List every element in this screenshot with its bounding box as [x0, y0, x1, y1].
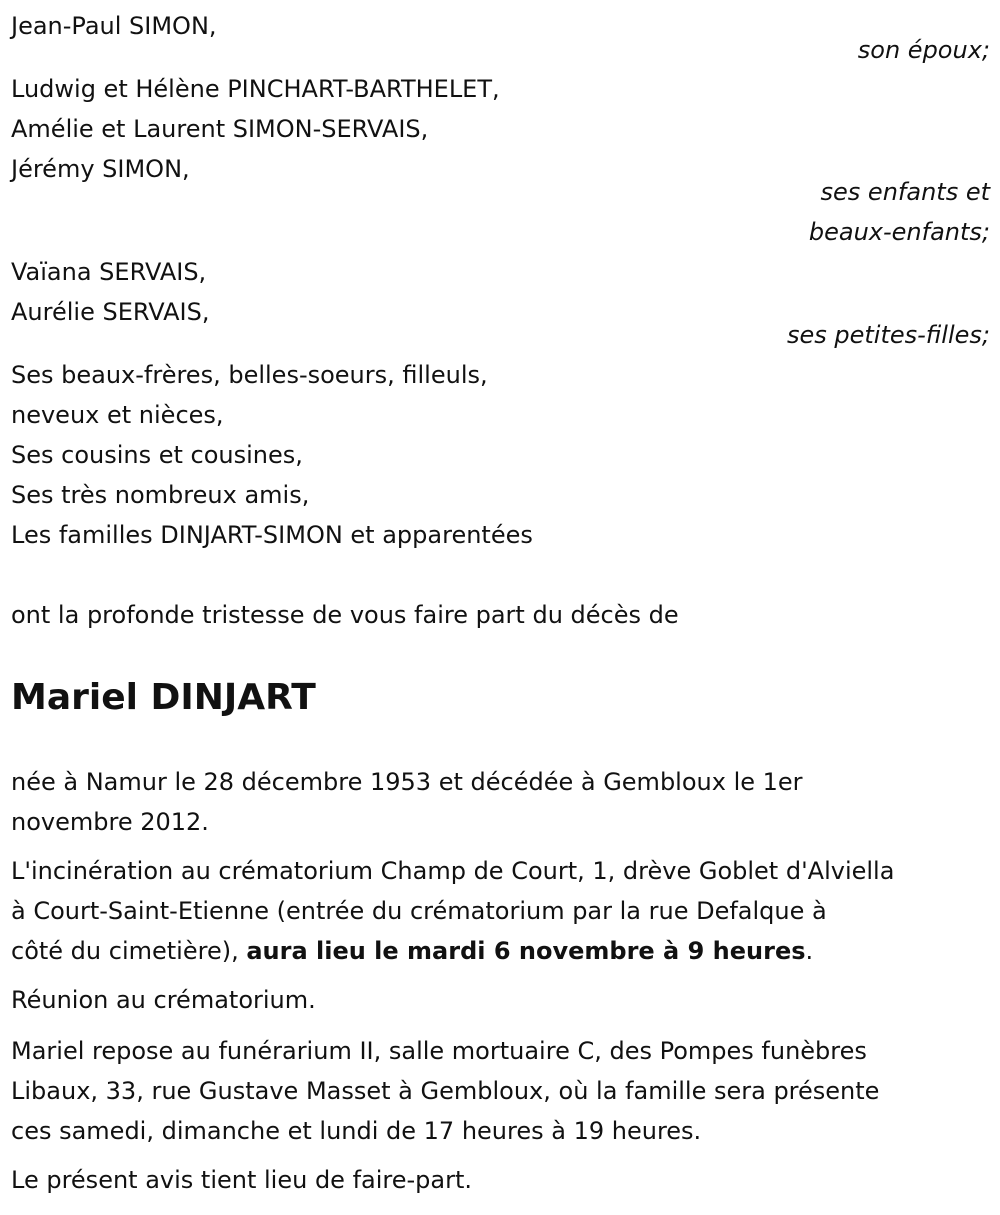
children-role-line-2: beaux-enfants; — [808, 218, 990, 246]
birth-death-paragraph — [11, 762, 996, 842]
rest-paragraph — [11, 1031, 996, 1151]
cremation-line: L'incinération au crématorium Champ de Court, 1, drève Goblet d'Alviella — [11, 857, 895, 885]
spouse-name: Jean-Paul SIMON, — [11, 12, 217, 40]
birth-death-line: née à Namur le 28 décembre 1953 et décédée à Gembloux le 1er — [11, 768, 803, 796]
grandchild-name: Aurélie SERVAIS, — [11, 298, 210, 326]
announcement-text: ont la profonde tristesse de vous faire part du décès de — [11, 601, 679, 629]
cremation-location-text: côté du cimetière), — [11, 937, 247, 965]
child-name: Amélie et Laurent SIMON-SERVAIS, — [11, 115, 429, 143]
cremation-paragraph — [11, 851, 996, 971]
relatives-line: neveux et nièces, — [11, 401, 224, 429]
rest-line: Mariel repose au funérarium II, salle mortuaire C, des Pompes funèbres — [11, 1037, 867, 1065]
rest-line: ces samedi, dimanche et lundi de 17 heures à 19 heures. — [11, 1117, 702, 1145]
spouse-role: son époux; — [857, 36, 990, 64]
cremation-period: . — [805, 937, 814, 965]
birth-death-line: novembre 2012. — [11, 808, 209, 836]
meeting-text: Réunion au crématorium. — [11, 986, 316, 1014]
other-relatives-block — [11, 355, 991, 555]
deceased-name: Mariel DINJART — [11, 677, 316, 718]
spouse-block — [11, 6, 991, 46]
grandchild-name: Vaïana SERVAIS, — [11, 258, 207, 286]
children-role-line-1: ses enfants et — [820, 178, 990, 206]
cremation-date-text: aura lieu le mardi 6 novembre à 9 heures — [246, 937, 806, 965]
relatives-line: Les familles DINJART-SIMON et apparentées — [11, 521, 533, 549]
rest-line: Libaux, 33, rue Gustave Masset à Gembloux, où la famille sera présente — [11, 1077, 880, 1105]
relatives-line: Ses beaux-frères, belles-soeurs, filleuls, — [11, 361, 488, 389]
child-name: Jérémy SIMON, — [11, 155, 190, 183]
closing-text: Le présent avis tient lieu de faire-part. — [11, 1166, 473, 1194]
child-name: Ludwig et Hélène PINCHART-BARTHELET, — [11, 75, 500, 103]
children-block — [11, 69, 991, 189]
relatives-line: Ses très nombreux amis, — [11, 481, 310, 509]
cremation-line: à Court-Saint-Etienne (entrée du crématorium par la rue Defalque à — [11, 897, 827, 925]
relatives-line: Ses cousins et cousines, — [11, 441, 303, 469]
grandchildren-role: ses petites-filles; — [786, 321, 990, 349]
cremation-line — [11, 931, 996, 971]
